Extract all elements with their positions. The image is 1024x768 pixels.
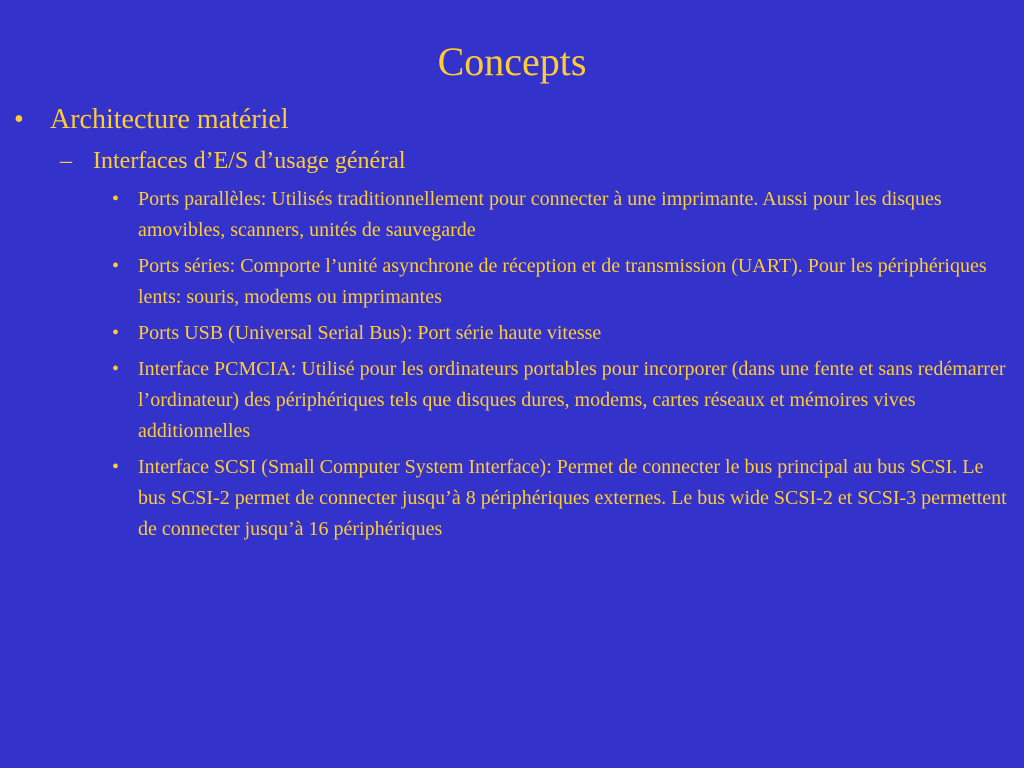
list-item [0,452,1024,545]
bullet-dot-icon: • [112,188,120,210]
bullet-list [0,102,1024,550]
slide-title: Concepts [437,39,587,84]
level1-text: Architecture matériel [50,104,289,135]
bullet-dash-icon: – [60,148,72,174]
list-item [0,251,1024,313]
list-item-text: Ports USB (Universal Serial Bus): Port série haute vitesse [138,322,602,344]
bullet-dot-icon: • [112,456,120,478]
level1-item [0,102,1024,138]
list-item-text: Interface PCMCIA: Utilisé pour les ordinateurs portables pour incorporer (dans une fente et sans redémarrer l’ordinateur) des périphériques tels que disques dures, modems, cartes réseaux et mémoires vives additionnelles [138,358,1006,442]
list-item-text: Ports séries: Comporte l’unité asynchrone de réception et de transmission (UART). Pour les périphériques lents: souris, modems ou imprimantes [138,255,987,308]
bullet-dot-icon: • [14,104,24,135]
list-item-text: Interface SCSI (Small Computer System Interface): Permet de connecter le bus principal au bus SCSI. Le bus SCSI-2 permet de connecter jusqu’à 8 périphériques externes. Le bus wide SCSI-2 et SCSI-3 permettent de connecter jusqu’à 16 périphériques [138,456,1007,540]
bullet-dot-icon: • [112,255,120,277]
list-item [0,354,1024,447]
level2-item [0,146,1024,176]
level3-list [0,184,1024,545]
list-item-text: Ports parallèles: Utilisés traditionnellement pour connecter à une imprimante. Aussi pour les disques amovibles, scanners, unités de sauvegarde [138,188,942,241]
bullet-dot-icon: • [112,322,120,344]
level2-text: Interfaces d’E/S d’usage général [93,148,406,174]
list-item [0,318,1024,349]
bullet-dot-icon: • [112,358,120,380]
list-item [0,184,1024,246]
